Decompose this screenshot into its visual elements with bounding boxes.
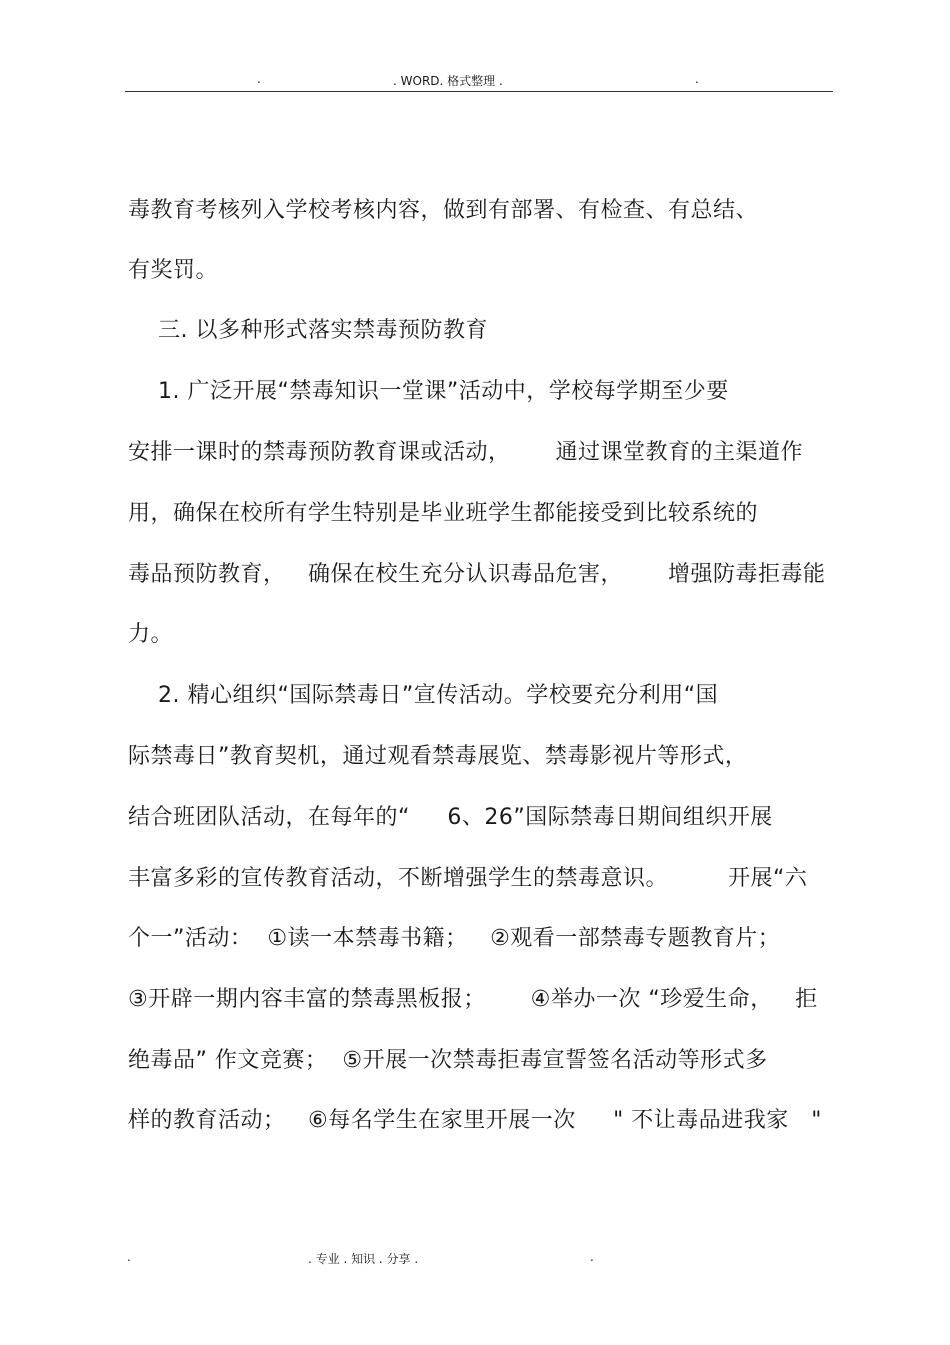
body-line: 1. 广泛开展“禁毒知识一堂课”活动中，学校每学期至少要 xyxy=(128,379,729,404)
body-line: 丰富多彩的宣传教育活动，不断增强学生的禁毒意识。 开展“六 xyxy=(128,866,808,891)
body-line: 际禁毒日”教育契机，通过观看禁毒展览、禁毒影视片等形式， xyxy=(128,744,748,769)
header-title: . WORD. 格式整理 . xyxy=(393,74,503,88)
footer-right-dot: . xyxy=(590,1250,594,1264)
body-line: 力。 xyxy=(128,622,174,647)
body-line: 毒品预防教育， 确保在校生充分认识毒品危害， 增强防毒拒毒能 xyxy=(128,562,826,587)
body-line: 毒教育考核列入学校考核内容，做到有部署、有检查、有总结、 xyxy=(128,198,759,223)
header-left-dot: . xyxy=(257,72,261,86)
body-line: 个一”活动： ①读一本禁毒书籍； ②观看一部禁毒专题教育片； xyxy=(128,926,781,951)
page-header xyxy=(125,68,833,90)
body-line: 样的教育活动； ⑥每名学生在家里开展一次 " 不让毒品进我家 " xyxy=(128,1108,822,1133)
body-line: 结合班团队活动，在每年的“ 6、26”国际禁毒日期间组织开展 xyxy=(128,805,773,830)
body-line: ③开辟一期内容丰富的禁毒黑板报； ④举办一次 “珍爱生命， 拒 xyxy=(128,987,818,1012)
body-line: 安排一课时的禁毒预防教育课或活动， 通过课堂教育的主渠道作 xyxy=(128,440,803,465)
header-right-dot: . xyxy=(695,72,699,86)
footer-text: . 专业 . 知识 . 分享 . xyxy=(308,1252,419,1266)
body-line: 绝毒品” 作文竞赛； ⑤开展一次禁毒拒毒宣誓签名活动等形式多 xyxy=(128,1048,768,1073)
body-line: 用，确保在校所有学生特别是毕业班学生都能接受到比较系统的 xyxy=(128,501,759,526)
body-line: 2. 精心组织“国际禁毒日”宣传活动。学校要充分利用“国 xyxy=(128,683,719,708)
section-heading: 三. 以多种形式落实禁毒预防教育 xyxy=(128,318,488,343)
body-line: 有奖罚。 xyxy=(128,258,219,283)
page-footer xyxy=(125,1250,833,1270)
header-rule xyxy=(125,91,833,92)
footer-left-dot: . xyxy=(127,1250,131,1264)
